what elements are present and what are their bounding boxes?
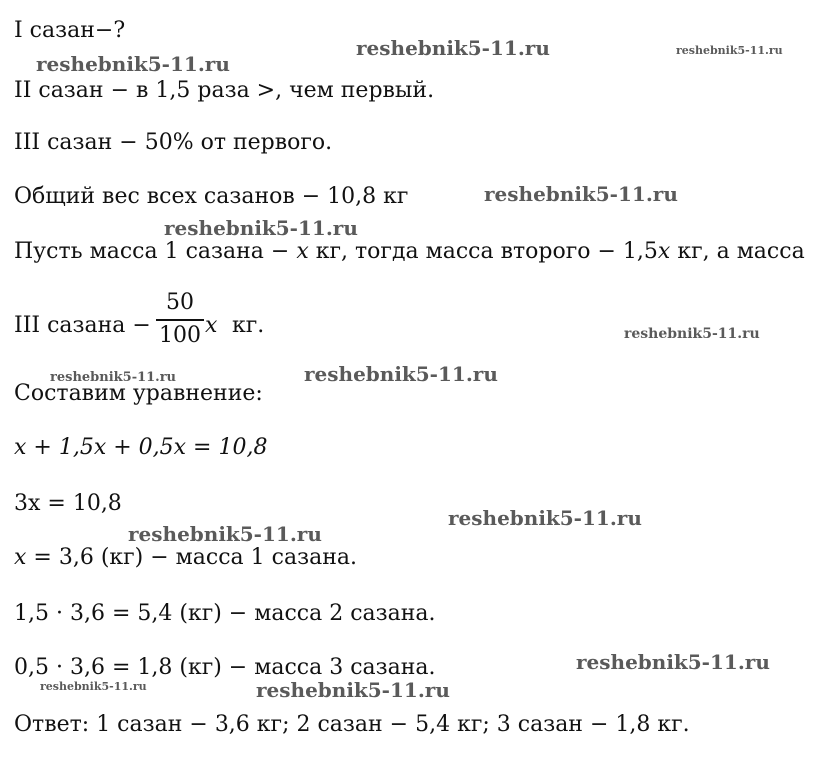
watermark: reshebnik5-11.ru (576, 650, 770, 674)
fraction-denominator: 100 (159, 322, 201, 348)
fraction-bar (156, 319, 204, 321)
equation-1: x + 1,5x + 0,5x = 10,8 (14, 435, 268, 460)
watermark: reshebnik5-11.ru (256, 678, 450, 702)
watermark: reshebnik5-11.ru (356, 36, 550, 60)
text-line-3: III сазан − 50% от первого. (14, 130, 333, 155)
watermark: reshebnik5-11.ru (164, 216, 358, 240)
equation-2: 3x = 10,8 (14, 491, 122, 516)
text-line-1: I сазан−? (14, 18, 126, 43)
variable-x: x (657, 239, 671, 264)
text-line-4: Общий вес всех сазанов − 10,8 кг (14, 184, 409, 209)
text-line-5-part-b: кг, тогда масса второго − 1,5 (308, 239, 658, 264)
watermark: reshebnik5-11.ru (448, 506, 642, 530)
watermark: reshebnik5-11.ru (484, 182, 678, 206)
text-line-11: 1,5 · 3,6 = 5,4 (кг) − масса 2 сазана. (14, 601, 436, 626)
variable-x: x (205, 313, 218, 338)
text-line-12: 0,5 · 3,6 = 1,8 (кг) − масса 3 сазана. (14, 655, 436, 680)
fraction-50-over-100 (156, 290, 204, 349)
text-line-7: Составим уравнение: (14, 381, 263, 406)
watermark: reshebnik5-11.ru (624, 326, 760, 342)
text-line-2: II сазан − в 1,5 раза >, чем первый. (14, 78, 435, 103)
text-line-5 (14, 239, 805, 265)
text-line-5-part-c: кг, а масса (670, 239, 805, 264)
text-line-6-label: III сазана − (14, 313, 151, 338)
unit-kg: кг. (232, 313, 265, 338)
variable-x: x (14, 545, 27, 570)
answer-line: Ответ: 1 сазан − 3,6 кг; 2 сазан − 5,4 кг; 3 сазан − 1,8 кг. (14, 712, 690, 737)
watermark: reshebnik5-11.ru (40, 680, 147, 693)
watermark: reshebnik5-11.ru (50, 370, 177, 385)
text-line-10 (14, 545, 357, 571)
text-line-10-rest: = 3,6 (кг) − масса 1 сазана. (26, 545, 357, 570)
variable-x: x (296, 239, 309, 264)
watermark: reshebnik5-11.ru (676, 44, 783, 57)
watermark: reshebnik5-11.ru (304, 362, 498, 386)
fraction-numerator: 50 (166, 290, 194, 315)
watermark: reshebnik5-11.ru (36, 52, 230, 76)
watermark: reshebnik5-11.ru (128, 522, 322, 546)
text-line-5-part-a: Пусть масса 1 сазана − (14, 239, 297, 264)
